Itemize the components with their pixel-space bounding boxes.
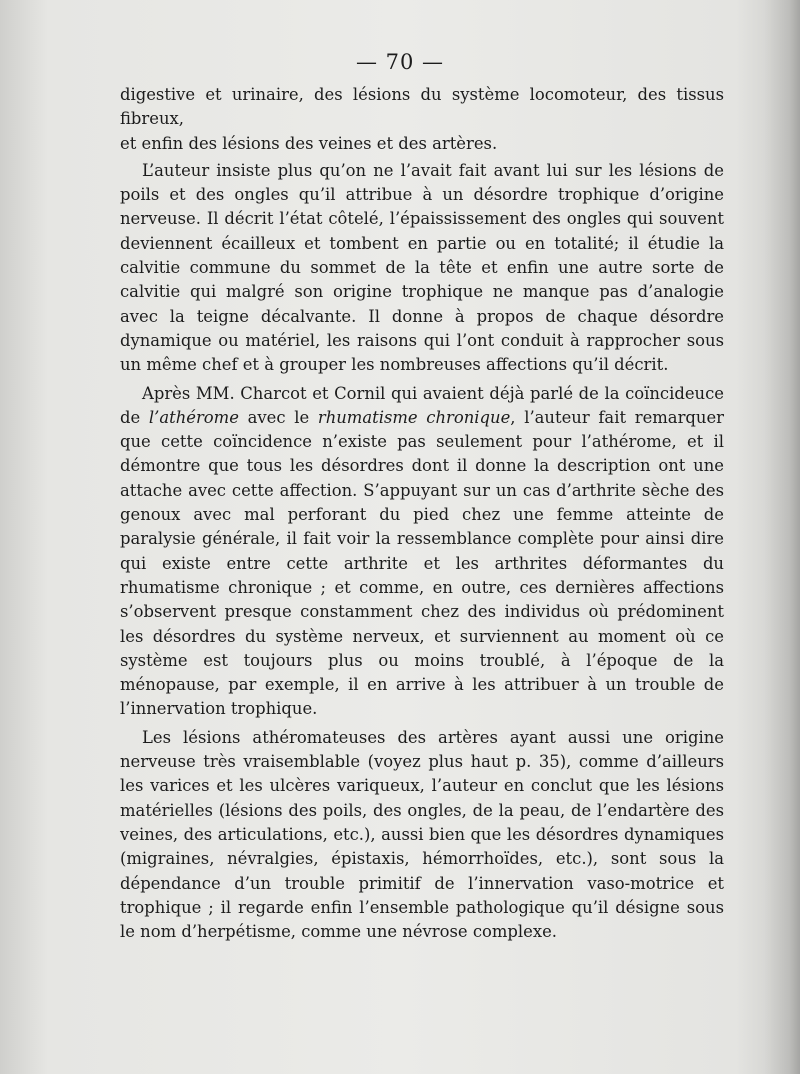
paragraph-3-italic-atherome: l’athérome — [148, 407, 239, 427]
paragraph-3 — [120, 382, 724, 722]
paragraph-3-italic-rhumatisme: rhumatisme chronique — [317, 407, 511, 427]
paragraph-4: Les lésions athéromateuses des artères ayant aussi une origine nerveuse très vraisemblable (voyez plus haut p. 35), comme d’ailleurs les varices et les ulcères variqueux, l’auteur en conclut que les lésions matérielles (lésions des poils, des ongles, de la peau, de l’endartère des veines, des articulations, etc.), aussi bien que les désordres dynamiques (migraines, névralgies, épistaxis, hémorrhoïdes, etc.), sont sous la dépendance d’un trouble primitif de l’innervation vaso-motrice et trophique ; il regarde enfin l’ensemble pathologique qu’il désigne sous le nom d’herpétisme, comme une névrose complexe. — [120, 727, 724, 942]
paragraph-3-text-mid: avec le — [238, 407, 318, 427]
paragraph-3-text-after: , l’auteur fait remarquer que cette coïncidence n’existe pas seulement pour l’athérome, et il démontre que tous les désordres dont il donne la description ont une attache avec cette affection. S’appuyant sur un cas d’arthrite sèche des genoux avec mal perforant du pied chez une femme atteinte de paralysie générale, il fait voir la ressemblance complète pour ainsi dire qui existe entre cette arthrite et les arthrites déformantes du rhumatisme chronique ; et comme, en outre, ces dernières affections s’observent presque constamment chez des individus où prédominent les désordres du système nerveux, et surviennent au moment où ce système est toujours plus ou moins troublé, à l’époque de la ménopause, par exemple, il en arrive à les attribuer à un trouble de l’innervation trophique. — [120, 407, 724, 719]
paragraph-3-text-before: Après MM. Charcot et Cornil qui avaient déjà parlé de la coïncideuce de — [120, 383, 724, 427]
page-number: — 70 — — [355, 50, 445, 74]
body-text — [120, 83, 724, 944]
paragraph-1: digestive et urinaire, des lésions du système locomoteur, des tissus fibreux, et enfin des lésions des veines et des artères. — [120, 85, 724, 153]
page-edge-shadow — [764, 0, 800, 1074]
paragraph-2: L’auteur insiste plus qu’on ne l’avait fait avant lui sur les lésions de poils et des ongles qu’il attribue à un désordre trophique d’origine nerveuse. Il décrit l’état côtelé, l’épaississement des ongles qui souvent deviennent écailleux et tombent en partie ou en totalité; il étudie la calvitie commune du sommet de la tête et enfin une autre sorte de calvitie qui malgré son origine trophique ne manque pas d’analogie avec la teigne décalvante. Il donne à propos de chaque désordre dynamique ou matériel, les raisons qui l’ont conduit à rapprocher sous un même chef et à grouper les nombreuses affections qu’il décrit. — [120, 160, 724, 375]
